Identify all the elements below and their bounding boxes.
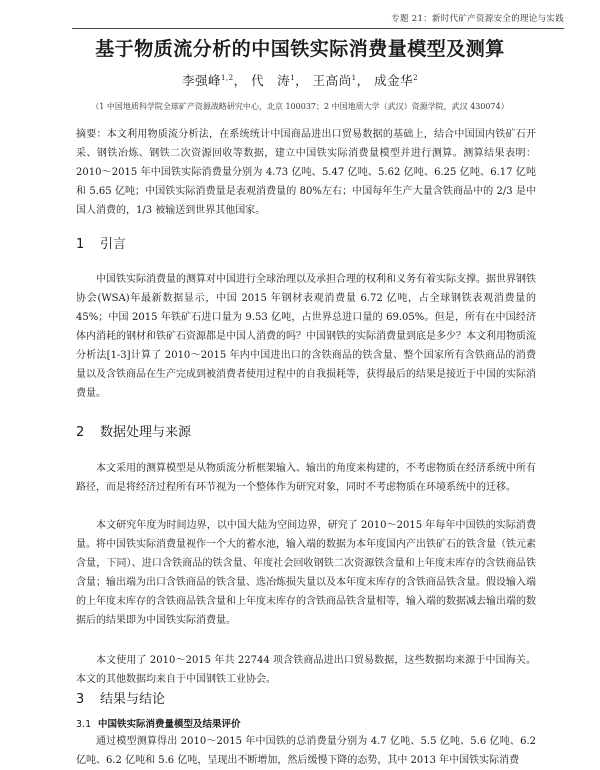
author-name: 王高尚: [312, 73, 352, 88]
section-heading: [76, 233, 126, 252]
subsection-number: 3.1: [76, 719, 92, 730]
author-list: [0, 71, 600, 89]
author-affil-mark: 1,2: [220, 73, 234, 82]
author-separator: ，: [233, 73, 247, 88]
abstract: [76, 125, 536, 220]
author-affil-mark: 1: [290, 73, 296, 82]
running-header: 专题 21：新时代矿产资源安全的理论与实践: [391, 14, 564, 24]
body-paragraph: 中国铁实际消费量的测算对中国进行全球治理以及承担合理的权利和义务有着实际支撑。据世界钢铁协会(WSA)年最新数据显示，中国 2015 年钢材表观消费量 6.72 亿吨，占全球钢铁表观消费量的 45%；中国 2015 年铁矿石进口量为 9.53 亿吨，占世界总进口量的 69.05%。但是，所有在中国经济体内消耗的钢材和铁矿石资源都是中国人消费的吗？中国钢铁的实际消费量到底是多少？本文利用物质流分析法[1-3]计算了 2010～2015 年内中国进出口的含铁商品的铁含量、整个国家所有含铁商品的消费量以及含铁商品在生产完成到被消费者使用过程中的自我损耗等，获得最后的结果是接近于中国的实际消费量。: [76, 274, 536, 399]
author-separator: ，: [295, 73, 309, 88]
section-heading: [76, 421, 191, 440]
author-name: 李强峰: [181, 73, 221, 88]
author-name: 代 涛: [251, 73, 291, 88]
affiliation: （1 中国地质科学院全球矿产资源战略研究中心，北京 100037；2 中国地质大学（武汉）资源学院，武汉 430074）: [91, 102, 509, 111]
body-paragraph: 本文研究年度为时间边界，以中国大陆为空间边界，研究了 2010～2015 年每年中国铁的实际消费量。将中国铁实际消费量视作一个大的蓄水池，输入端的数据为本年度国内产出铁矿石的铁含量（铁元素含量，下同）、进口含铁商品的铁含量、年度社会回收钢铁二次资源铁含量和上年度末库存的含铁商品铁含量；输出端为出口含铁商品的铁含量、选冶炼损失量以及本年度末库存的含铁商品铁含量。假设输入端的上年度末库存的含铁商品铁含量和上年度末库存的含铁商品铁含量相等，输入端的数据减去输出端的数据后的结果即为中国铁实际消费量。: [76, 520, 536, 626]
body-paragraph: 通过模型测算得出 2010～2015 年中国铁的总消费量分别为 4.7 亿吨、5.5 亿吨、5.6 亿吨、6.2 亿吨、6.2 亿吨和 5.6 亿吨，呈现出不断增加，然后缓慢下降的态势，其中 2013 年中国铁实际消费: [76, 736, 536, 766]
section-number: 3: [76, 692, 85, 707]
header-rule: [72, 28, 564, 29]
section-number: 2: [76, 425, 85, 440]
subsection-heading: [76, 716, 241, 730]
abstract-label: 摘要：: [76, 129, 107, 140]
author-name: 成金华: [374, 73, 414, 88]
abstract-text: 本文利用物质流分析法，在系统统计中国商品进出口贸易数据的基础上，结合中国国内铁矿石开采、钢铁冶炼、钢铁二次资源回收等数据，建立中国铁实际消费量模型并进行测算。测算结果表明：2010～2015 年中国铁实际消费量分别为 4.73 亿吨、5.47 亿吨、5.62 亿吨、6.25 亿吨、6.17 亿吨和 5.65 亿吨；中国铁实际消费量是表观消费量的 80%左右；中国每年生产大量含铁商品中的 2/3 是中国人消费的，1/3 被输送到世界其他国家。: [76, 129, 537, 216]
section-number: 1: [76, 237, 85, 252]
section-title: 数据处理与来源: [100, 425, 192, 440]
author-affil-mark: 1: [351, 73, 357, 82]
body-paragraph: 本文采用的测算模型是从物质流分析框架输入、输出的角度来构建的，不考虑物质在经济系统中所有路径，而是将经济过程所有环节视为一个整体作为研究对象，同时不考虑物质在环境系统中的迁移。: [76, 463, 536, 493]
author-affil-mark: 2: [413, 73, 419, 82]
section-heading: [76, 688, 165, 707]
section-title: 引言: [100, 237, 127, 252]
paper-title: 基于物质流分析的中国铁实际消费量模型及测算: [95, 38, 505, 60]
section-title: 结果与结论: [100, 692, 166, 707]
subsection-title: 中国铁实际消费量模型及结果评价: [98, 719, 241, 730]
body-paragraph: 本文使用了 2010～2015 年共 22744 项含铁商品进出口贸易数据，这些数据均来源于中国海关。本文的其他数据均来自于中国钢铁工业协会。: [76, 655, 536, 685]
author-separator: ，: [356, 73, 370, 88]
